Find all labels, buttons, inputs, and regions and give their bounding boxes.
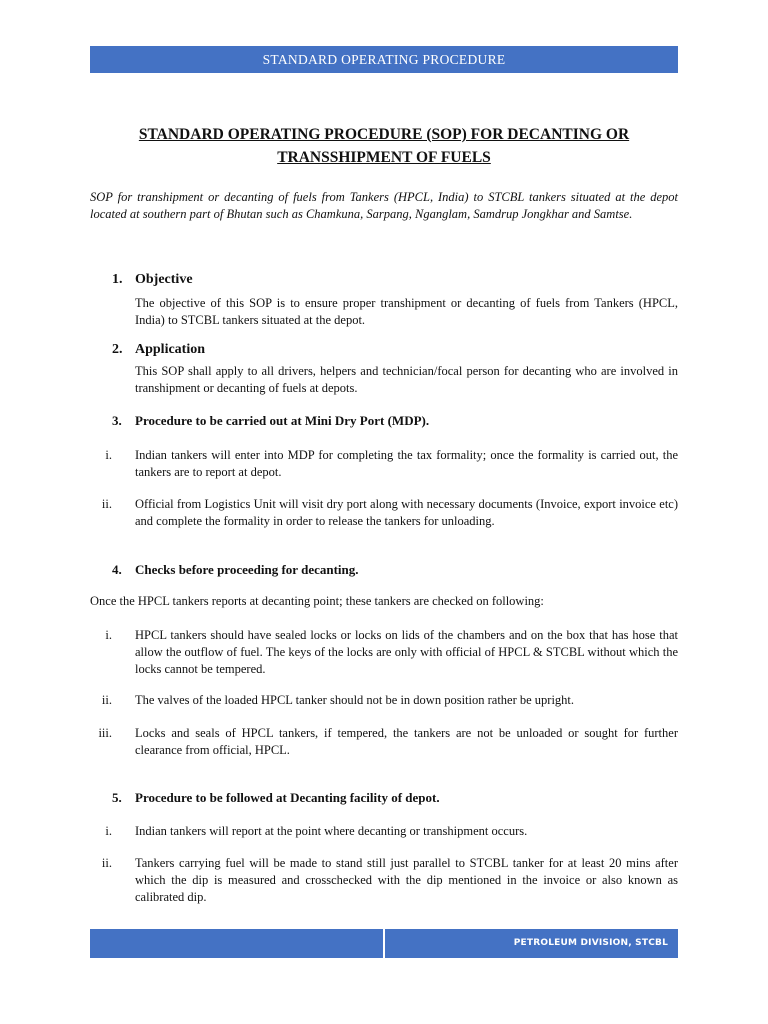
list-item-marker: iii. [98, 726, 112, 740]
list-item-text: Official from Logistics Unit will visit dry port along with necessary documents (Invoice, export invoice etc) and complete the formality in order to release the tankers for unloading. [135, 497, 678, 528]
list-item-text: HPCL tankers should have sealed locks or locks on lids of the chambers and on the box that has hose that allow the outflow of fuel. The keys of the locks are only with official of HPCL & STCBL without which the locks cannot be tempered. [135, 628, 678, 676]
document-title [90, 123, 678, 169]
list-item-text: The valves of the loaded HPCL tanker should not be in down position rather be upright. [135, 693, 575, 707]
section-4-title: Checks before proceeding for decanting. [135, 562, 359, 577]
list-item-text: Tankers carrying fuel will be made to stand still just parallel to STCBL tanker for at least 20 mins after which the dip is measured and crosschecked with the dip mentioned in the invoice or also known as calibrated dip. [135, 856, 678, 904]
header-title: STANDARD OPERATING PROCEDURE [262, 52, 506, 67]
section-5-number: 5. [112, 790, 122, 805]
document-title-line-2: TRANSSHIPMENT OF FUELS [277, 149, 491, 166]
list-item-marker: i. [105, 824, 112, 838]
section-5-heading [112, 790, 440, 806]
section-1-body: The objective of this SOP is to ensure proper transhipment or decanting of fuels from Tankers (HPCL, India) to STCBL tankers situated at the depot. [135, 296, 678, 327]
section-2-title: Application [135, 342, 206, 357]
section-4-lead: Once the HPCL tankers reports at decanting point; these tankers are checked on following: [90, 594, 544, 608]
list-item-marker: ii. [101, 856, 112, 870]
section-3-number: 3. [112, 413, 122, 428]
list-item-marker: ii. [101, 693, 112, 707]
list-item-marker: i. [105, 448, 112, 462]
footer-text: PETROLEUM DIVISION, STCBL [513, 938, 668, 948]
header-banner [90, 46, 678, 73]
section-3-heading [112, 413, 429, 429]
document-title-line-1: STANDARD OPERATING PROCEDURE (SOP) FOR DECANTING OR [138, 126, 630, 143]
list-item-text: Indian tankers will enter into MDP for completing the tax formality; once the formality is carried out, the tankers are to report at depot. [135, 448, 678, 479]
section-5-title: Procedure to be followed at Decanting facility of depot. [135, 790, 440, 805]
footer-divider [383, 929, 385, 958]
section-1-number: 1. [112, 272, 123, 287]
section-4-heading [112, 562, 359, 578]
list-item-marker: ii. [101, 497, 112, 511]
list-item-text: Locks and seals of HPCL tankers, if tempered, the tankers are not be unloaded or sought for further clearance from official, HPCL. [135, 726, 678, 757]
footer-banner [90, 929, 678, 958]
section-1-heading [112, 272, 193, 288]
section-3-title: Procedure to be carried out at Mini Dry Port (MDP). [135, 413, 430, 428]
section-1-title: Objective [135, 272, 193, 287]
section-2-heading [112, 342, 205, 358]
list-item-text: Indian tankers will report at the point where decanting or transhipment occurs. [135, 824, 528, 838]
section-2-number: 2. [112, 342, 123, 357]
intro-paragraph: SOP for transhipment or decanting of fuels from Tankers (HPCL, India) to STCBL tankers situated at the depot located at southern part of Bhutan such as Chamkuna, Sarpang, Nganglam, Samdrup Jongkhar and Samtse. [90, 190, 678, 221]
list-item-marker: i. [105, 628, 112, 642]
section-4-number: 4. [112, 562, 122, 577]
section-2-body: This SOP shall apply to all drivers, helpers and technician/focal person for decanting who are involved in transhipment or decanting of fuels at depots. [135, 364, 678, 395]
